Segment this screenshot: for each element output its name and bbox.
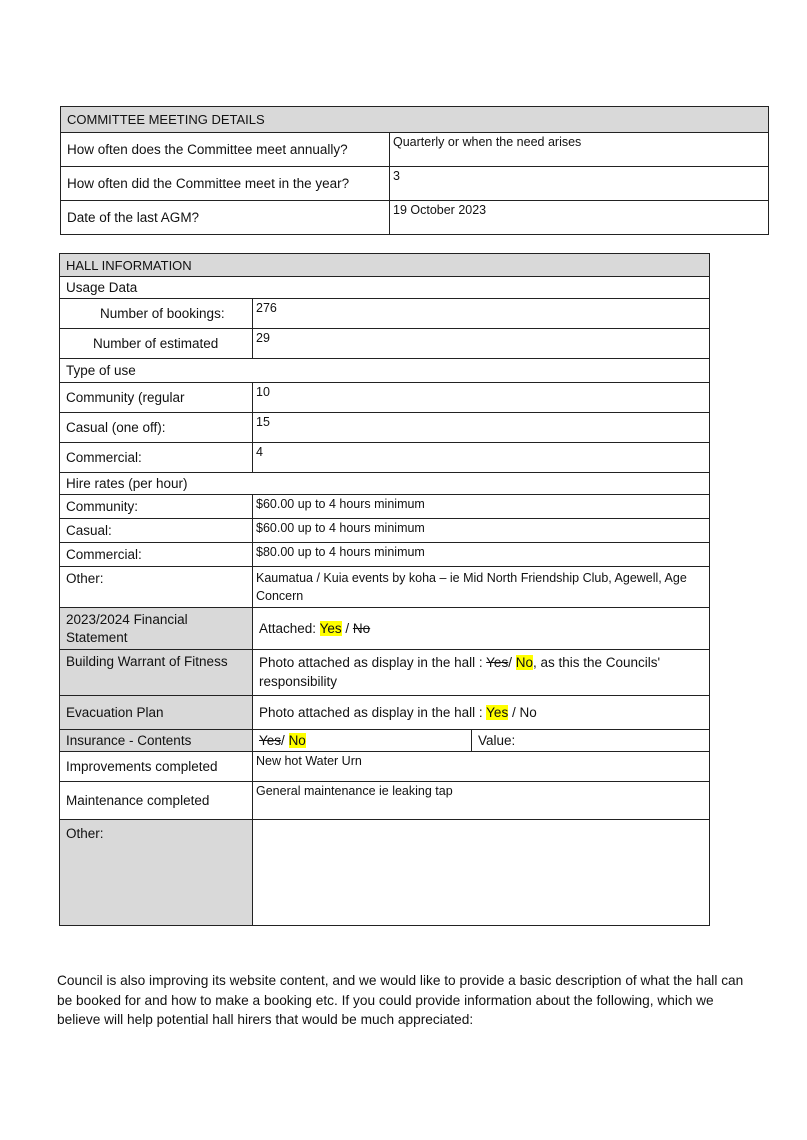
bwof-value — [253, 650, 710, 696]
bookings-value: 276 — [253, 299, 710, 329]
community-regular-label: Community (regular — [60, 383, 253, 413]
rate-community-label: Community: — [60, 495, 253, 519]
evac-suffix: / No — [511, 705, 537, 720]
hire-rates-label: Hire rates (per hour) — [60, 473, 710, 495]
hall-title: HALL INFORMATION — [60, 254, 710, 277]
insurance-sep: / — [281, 733, 285, 748]
bookings-label: Number of bookings: — [60, 299, 253, 329]
community-regular-value: 10 — [253, 383, 710, 413]
other-label: Other: — [60, 820, 253, 926]
rate-other-label: Other: — [60, 567, 253, 608]
financial-value — [253, 608, 710, 650]
evac-label: Evacuation Plan — [60, 696, 253, 730]
financial-prefix: Attached: — [259, 621, 317, 636]
committee-answer: Quarterly or when the need arises — [390, 133, 769, 167]
committee-table — [60, 106, 769, 235]
other-value — [253, 820, 710, 926]
casual-oneoff-value: 15 — [253, 413, 710, 443]
maintenance-value: General maintenance ie leaking tap — [253, 782, 710, 820]
bwof-yes: Yes — [486, 655, 509, 670]
improvements-label: Improvements completed — [60, 752, 253, 782]
evac-prefix: Photo attached as display in the hall : — [259, 705, 483, 720]
rate-casual-label: Casual: — [60, 519, 253, 543]
bwof-label: Building Warrant of Fitness — [60, 650, 253, 696]
committee-title: COMMITTEE MEETING DETAILS — [61, 107, 769, 133]
rate-casual-value: $60.00 up to 4 hours minimum — [253, 519, 710, 543]
usage-data-label: Usage Data — [60, 277, 710, 299]
commercial-label: Commercial: — [60, 443, 253, 473]
rate-commercial-label: Commercial: — [60, 543, 253, 567]
estimated-value: 29 — [253, 329, 710, 359]
insurance-label: Insurance - Contents — [60, 730, 253, 752]
bwof-suffix: , as this the Councils' responsibility — [259, 655, 661, 689]
bwof-prefix: Photo attached as display in the hall : — [259, 655, 483, 670]
bwof-no: No — [515, 655, 533, 670]
rate-community-value: $60.00 up to 4 hours minimum — [253, 495, 710, 519]
financial-label: 2023/2024 Financial Statement — [60, 608, 253, 650]
type-of-use-label: Type of use — [60, 359, 710, 383]
committee-answer: 3 — [390, 167, 769, 201]
evac-value — [253, 696, 710, 730]
bwof-sep: / — [508, 655, 512, 670]
rate-other-value: Kaumatua / Kuia events by koha – ie Mid North Friendship Club, Agewell, Age Concern — [253, 567, 710, 608]
committee-question: How often did the Committee meet in the year? — [61, 167, 390, 201]
insurance-yes: Yes — [259, 733, 282, 748]
evac-yes: Yes — [486, 705, 509, 720]
committee-question: How often does the Committee meet annually? — [61, 133, 390, 167]
rate-commercial-value: $80.00 up to 4 hours minimum — [253, 543, 710, 567]
casual-oneoff-label: Casual (one off): — [60, 413, 253, 443]
committee-question: Date of the last AGM? — [61, 201, 390, 235]
maintenance-label: Maintenance completed — [60, 782, 253, 820]
value-label: Value: — [472, 730, 710, 752]
financial-yes: Yes — [319, 621, 342, 636]
estimated-label: Number of estimated — [60, 329, 253, 359]
footer-paragraph: Council is also improving its website content, and we would like to provide a basic description of what the hall can be booked for and how to make a booking etc. If you could provide information about the following, which we believe will help potential hall hirers that would be much appreciated: — [57, 973, 744, 1027]
insurance-value — [253, 730, 472, 752]
committee-answer: 19 October 2023 — [390, 201, 769, 235]
financial-no: No — [352, 621, 371, 636]
improvements-value: New hot Water Urn — [253, 752, 710, 782]
hall-table — [59, 253, 710, 926]
financial-sep: / — [345, 621, 350, 636]
commercial-value: 4 — [253, 443, 710, 473]
insurance-no: No — [288, 733, 306, 748]
